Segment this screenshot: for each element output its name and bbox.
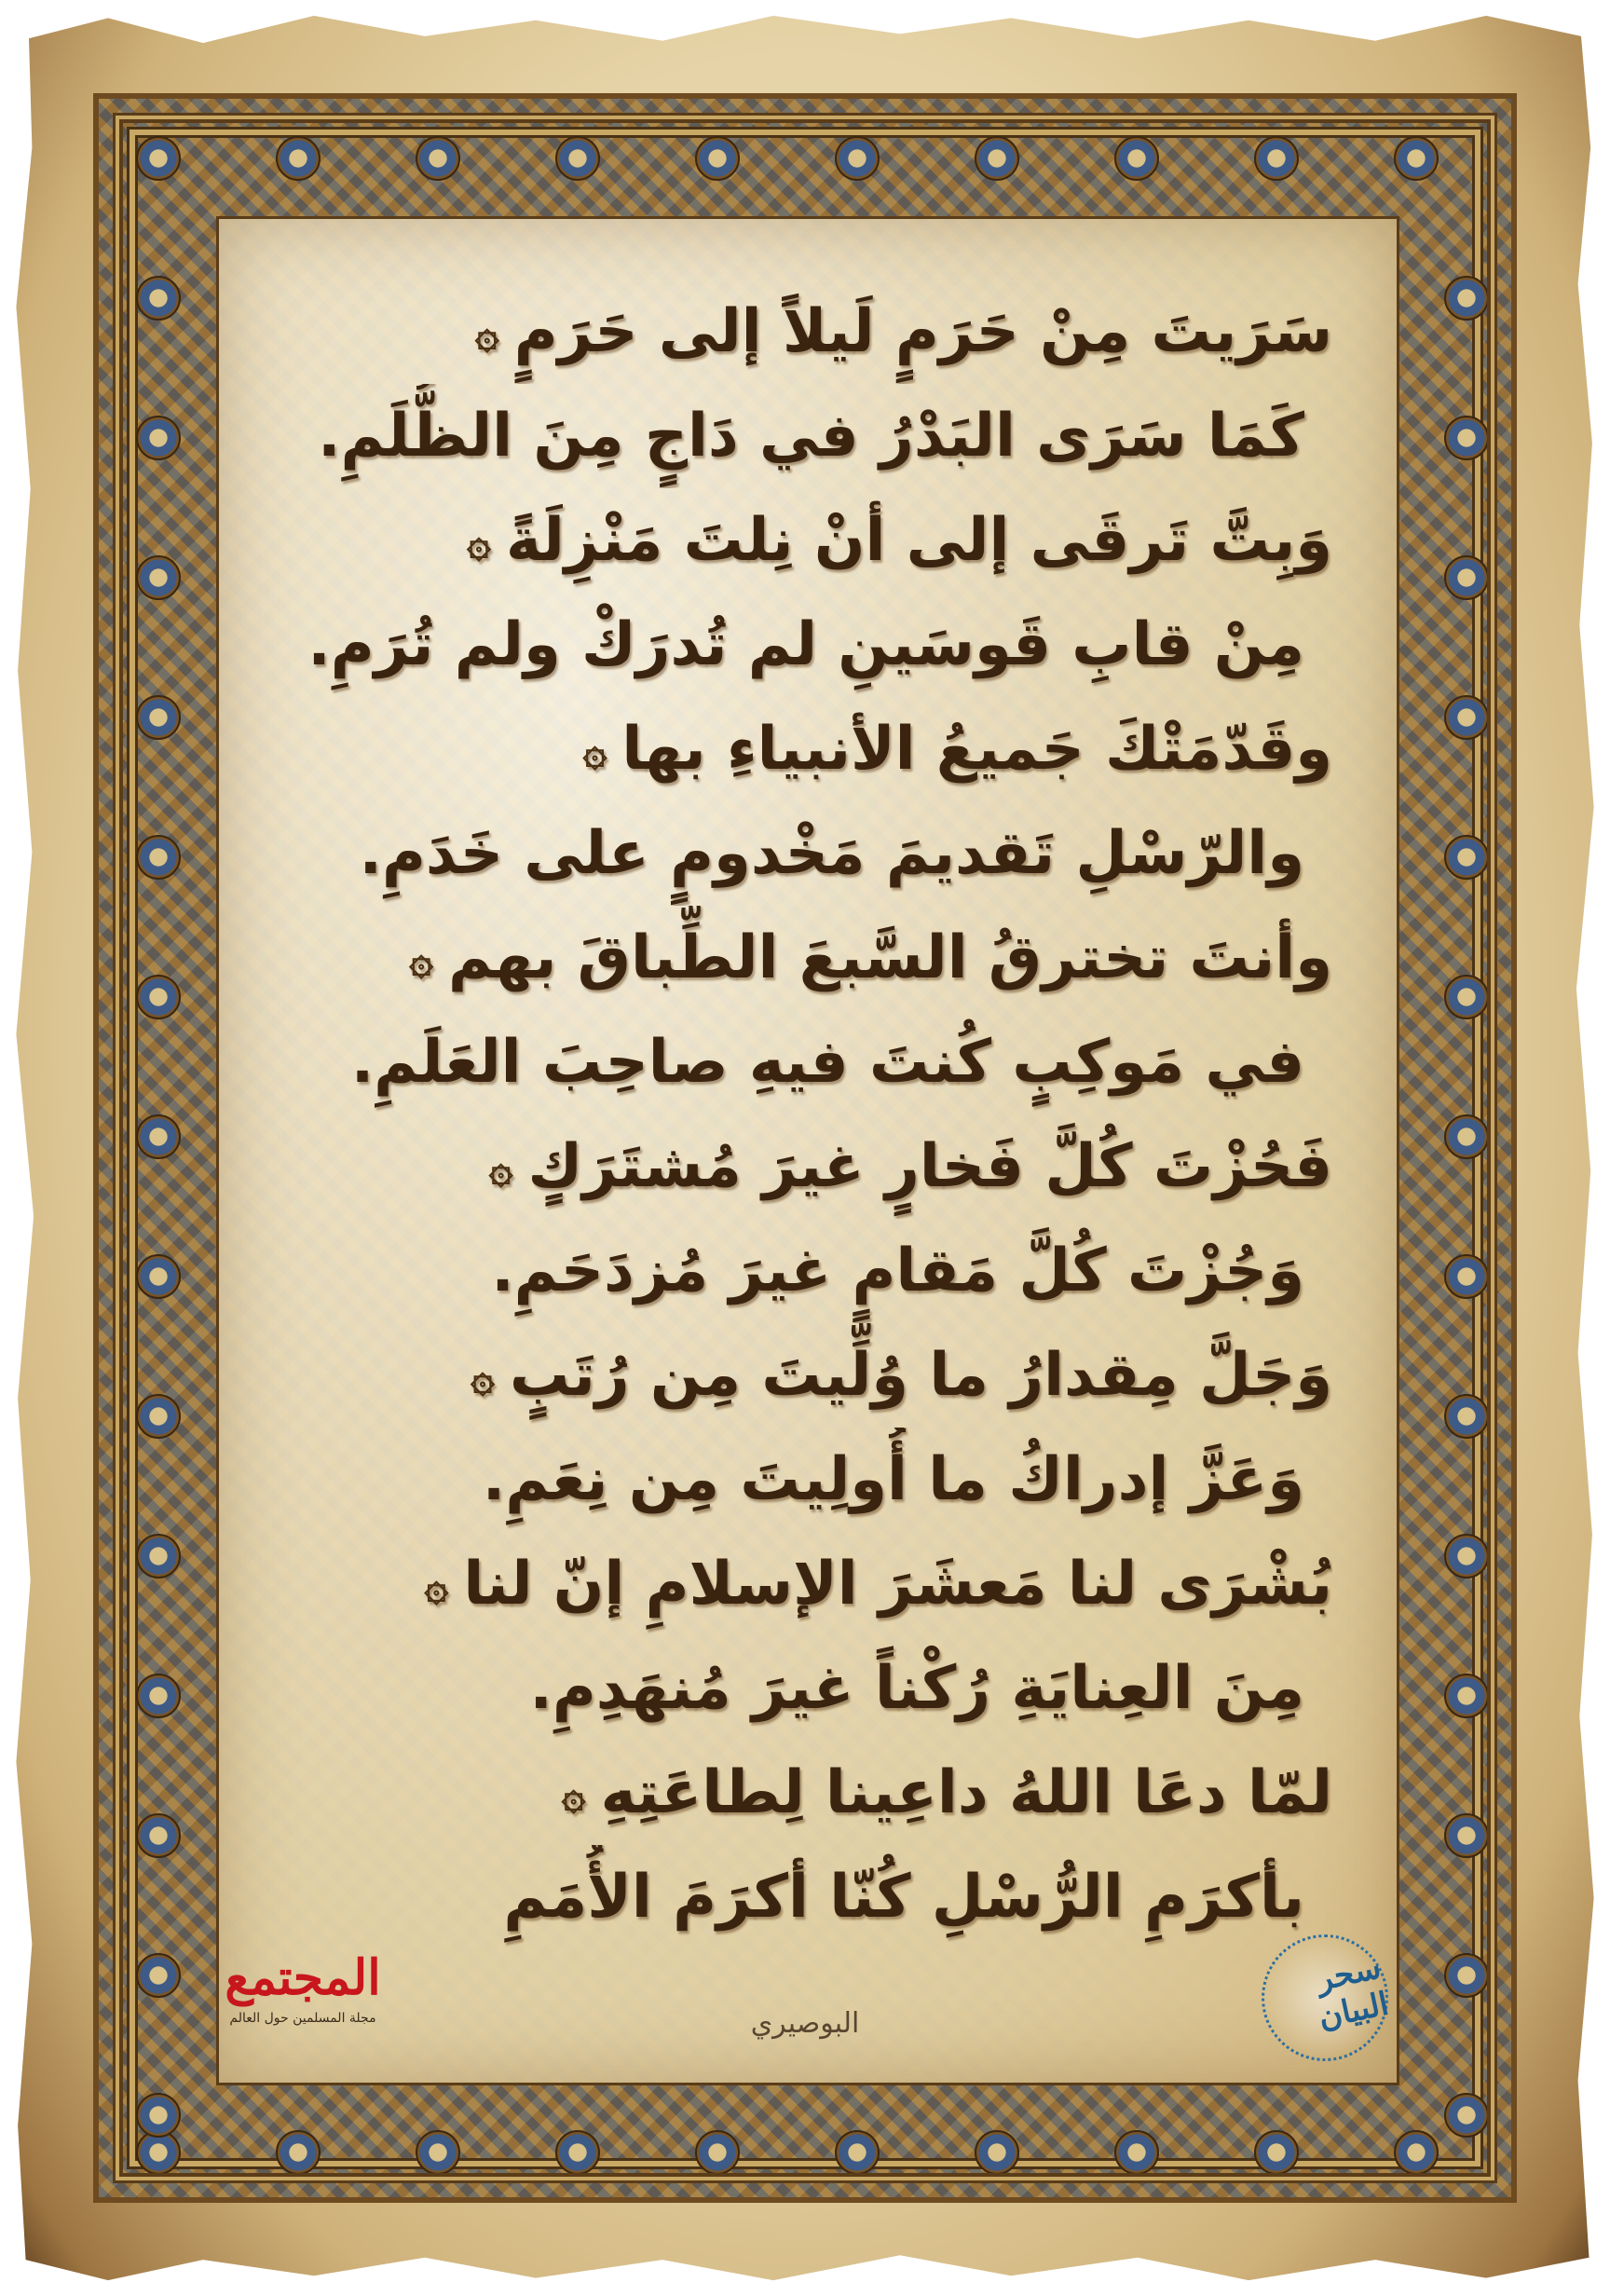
verse-5: وقَدّمَتْكَ جَميعُ الأنبياءِ بها۞: [582, 715, 1332, 784]
verse-2: كَمَا سَرَى البَدْرُ في دَاجٍ مِنَ الظُّلَمِ.: [318, 402, 1304, 471]
verse-1: سَرَيتَ مِنْ حَرَمٍ لَيلاً إلى حَرَمٍ۞: [474, 297, 1332, 366]
verse-4: مِنْ قابِ قَوسَينِ لم تُدرَكْ ولم تُرَمِ.: [307, 610, 1304, 679]
verse-8: في مَوكِبٍ كُنتَ فيهِ صاحِبَ العَلَمِ.: [350, 1028, 1304, 1097]
poem: [280, 280, 1332, 1949]
verse-16: بأكرَمِ الرُّسْلِ كُنّا أكرَمَ الأُمَمِ: [503, 1863, 1304, 1932]
star-icon: ۞: [488, 1145, 513, 1194]
verse-15: لمّا دعَا اللهُ داعِينا لِطاعَتِهِ۞: [561, 1758, 1332, 1827]
almujtamaa-logo: [224, 1948, 382, 2050]
verse-13: بُشْرَى لنا مَعشَرَ الإسلامِ إنّ لنا۞: [424, 1550, 1332, 1619]
logo-tagline: مجلة المسلمين حول العالم: [229, 2011, 376, 2026]
logo-mark: المجتمع: [225, 1949, 381, 2006]
sihr-albayan-seal: [1262, 1934, 1392, 2061]
verse-9: فَحُزْتَ كُلَّ فَخارٍ غيرَ مُشتَرَكٍ۞: [488, 1132, 1332, 1201]
star-icon: ۞: [424, 1563, 449, 1611]
verse-6: والرّسْلِ تَقديمَ مَخْدومٍ على خَدَمِ.: [359, 819, 1304, 888]
star-icon: ۞: [409, 936, 433, 985]
star-icon: ۞: [467, 519, 491, 567]
verse-7: وأنتَ تخترقُ السَّبعَ الطِّباقَ بهم۞: [409, 923, 1332, 992]
star-icon: ۞: [471, 1354, 495, 1402]
verse-12: وَعَزَّ إدراكُ ما أُولِيتَ مِن نِعَمِ.: [482, 1445, 1304, 1514]
star-icon: ۞: [582, 728, 607, 776]
verse-11: وَجَلَّ مِقدارُ ما وُلِّيتَ مِن رُتَبٍ۞: [471, 1341, 1332, 1410]
star-icon: ۞: [561, 1771, 586, 1820]
verse-10: وَجُزْتَ كُلَّ مَقامٍ غيرَ مُزدَحَمِ.: [491, 1237, 1304, 1305]
seal-mark: سحر البيان: [1313, 1948, 1392, 2037]
poet-name: البوصيري: [750, 2007, 860, 2040]
verse-3: وَبِتَّ تَرقَى إلى أنْ نِلتَ مَنْزِلَةً۞: [467, 506, 1332, 575]
star-icon: ۞: [474, 310, 499, 359]
verse-14: مِنَ العِنايَةِ رُكْناً غيرَ مُنهَدِمِ.: [529, 1654, 1304, 1723]
